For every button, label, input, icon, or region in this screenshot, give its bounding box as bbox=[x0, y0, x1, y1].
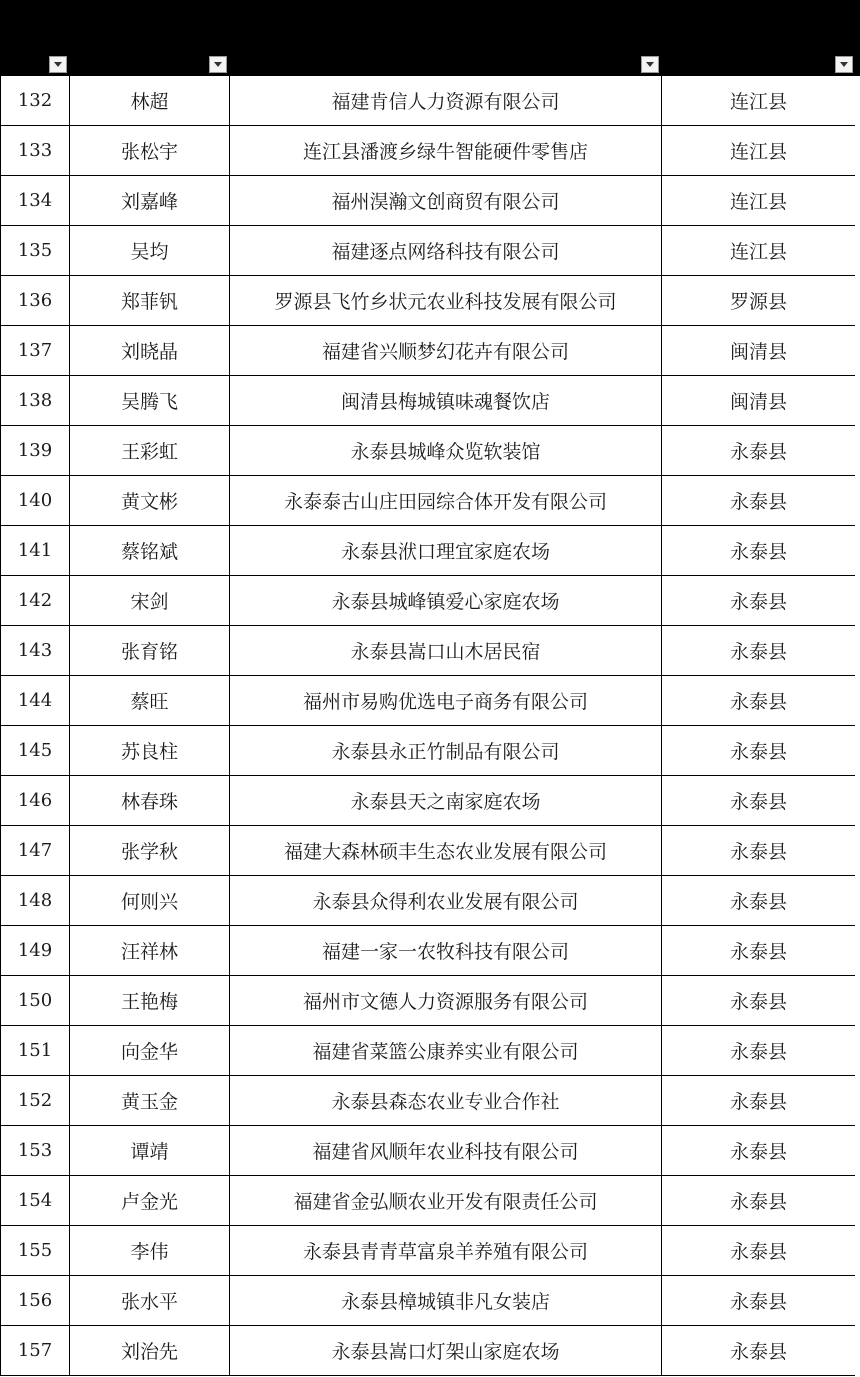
filter-dropdown-icon-company[interactable] bbox=[641, 56, 659, 73]
cell-company[interactable]: 永泰县城峰镇爱心家庭农场 bbox=[230, 576, 662, 626]
table-row bbox=[1, 326, 856, 376]
cell-county[interactable]: 永泰县 bbox=[662, 626, 856, 676]
table-row bbox=[1, 576, 856, 626]
cell-name[interactable]: 李伟 bbox=[70, 1226, 230, 1276]
cell-company[interactable]: 福建肯信人力资源有限公司 bbox=[230, 76, 662, 126]
cell-county[interactable]: 永泰县 bbox=[662, 676, 856, 726]
cell-county[interactable]: 永泰县 bbox=[662, 1276, 856, 1326]
cell-name[interactable]: 张育铭 bbox=[70, 626, 230, 676]
table-row bbox=[1, 1026, 856, 1076]
cell-name[interactable]: 刘晓晶 bbox=[70, 326, 230, 376]
cell-county[interactable]: 永泰县 bbox=[662, 826, 856, 876]
cell-company[interactable]: 福州市易购优选电子商务有限公司 bbox=[230, 676, 662, 726]
cell-county[interactable]: 永泰县 bbox=[662, 1126, 856, 1176]
cell-company[interactable]: 福建省金弘顺农业开发有限责任公司 bbox=[230, 1176, 662, 1226]
cell-county[interactable]: 永泰县 bbox=[662, 876, 856, 926]
table-row bbox=[1, 876, 856, 926]
cell-company[interactable]: 永泰县洑口理宜家庭农场 bbox=[230, 526, 662, 576]
cell-county[interactable]: 永泰县 bbox=[662, 926, 856, 976]
cell-company[interactable]: 福建大森林硕丰生态农业发展有限公司 bbox=[230, 826, 662, 876]
cell-name[interactable]: 卢金光 bbox=[70, 1176, 230, 1226]
cell-company[interactable]: 永泰县天之南家庭农场 bbox=[230, 776, 662, 826]
cell-company[interactable]: 连江县潘渡乡绿牛智能硬件零售店 bbox=[230, 126, 662, 176]
cell-name[interactable]: 张松宇 bbox=[70, 126, 230, 176]
cell-number[interactable]: 150 bbox=[1, 976, 70, 1026]
table-row bbox=[1, 826, 856, 876]
cell-county[interactable]: 罗源县 bbox=[662, 276, 856, 326]
cell-county[interactable]: 闽清县 bbox=[662, 376, 856, 426]
cell-county[interactable]: 闽清县 bbox=[662, 326, 856, 376]
cell-number[interactable]: 151 bbox=[1, 1026, 70, 1076]
cell-name[interactable]: 王艳梅 bbox=[70, 976, 230, 1026]
cell-number[interactable]: 135 bbox=[1, 226, 70, 276]
header-band bbox=[0, 0, 860, 76]
cell-number[interactable]: 153 bbox=[1, 1126, 70, 1176]
cell-name[interactable]: 谭靖 bbox=[70, 1126, 230, 1176]
cell-county[interactable]: 连江县 bbox=[662, 76, 856, 126]
table-row bbox=[1, 1326, 856, 1376]
filter-dropdown-icon-no[interactable] bbox=[49, 56, 67, 73]
cell-company[interactable]: 永泰泰古山庄田园综合体开发有限公司 bbox=[230, 476, 662, 526]
cell-county[interactable]: 永泰县 bbox=[662, 1026, 856, 1076]
cell-county[interactable]: 永泰县 bbox=[662, 1226, 856, 1276]
table-body bbox=[1, 76, 856, 1376]
cell-number[interactable]: 155 bbox=[1, 1226, 70, 1276]
cell-number[interactable]: 147 bbox=[1, 826, 70, 876]
cell-county[interactable]: 永泰县 bbox=[662, 1176, 856, 1226]
cell-company[interactable]: 永泰县永正竹制品有限公司 bbox=[230, 726, 662, 776]
table-row bbox=[1, 976, 856, 1026]
table-row bbox=[1, 276, 856, 326]
cell-company[interactable]: 闽清县梅城镇味魂餐饮店 bbox=[230, 376, 662, 426]
cell-company[interactable]: 永泰县众得利农业发展有限公司 bbox=[230, 876, 662, 926]
cell-number[interactable]: 133 bbox=[1, 126, 70, 176]
cell-name[interactable]: 吴腾飞 bbox=[70, 376, 230, 426]
cell-name[interactable]: 王彩虹 bbox=[70, 426, 230, 476]
table-row bbox=[1, 726, 856, 776]
table-row bbox=[1, 1176, 856, 1226]
table-row bbox=[1, 776, 856, 826]
cell-number[interactable]: 136 bbox=[1, 276, 70, 326]
cell-number[interactable]: 148 bbox=[1, 876, 70, 926]
cell-county[interactable]: 永泰县 bbox=[662, 976, 856, 1026]
table-row bbox=[1, 426, 856, 476]
cell-county[interactable]: 连江县 bbox=[662, 226, 856, 276]
cell-name[interactable]: 向金华 bbox=[70, 1026, 230, 1076]
filter-dropdown-icon-county[interactable] bbox=[835, 56, 853, 73]
table-row bbox=[1, 126, 856, 176]
cell-number[interactable]: 154 bbox=[1, 1176, 70, 1226]
cell-name[interactable]: 林春珠 bbox=[70, 776, 230, 826]
cell-name[interactable]: 郑菲钒 bbox=[70, 276, 230, 326]
table-row bbox=[1, 676, 856, 726]
table-row bbox=[1, 926, 856, 976]
data-table bbox=[0, 76, 856, 1376]
table-row bbox=[1, 76, 856, 126]
table-row bbox=[1, 1276, 856, 1326]
cell-company[interactable]: 永泰县青青草富泉羊养殖有限公司 bbox=[230, 1226, 662, 1276]
cell-company[interactable]: 福建一家一农牧科技有限公司 bbox=[230, 926, 662, 976]
cell-name[interactable]: 黄玉金 bbox=[70, 1076, 230, 1126]
cell-company[interactable]: 永泰县城峰众览软装馆 bbox=[230, 426, 662, 476]
cell-company[interactable]: 罗源县飞竹乡状元农业科技发展有限公司 bbox=[230, 276, 662, 326]
table-row bbox=[1, 1226, 856, 1276]
cell-number[interactable]: 134 bbox=[1, 176, 70, 226]
cell-number[interactable]: 149 bbox=[1, 926, 70, 976]
cell-county[interactable]: 永泰县 bbox=[662, 426, 856, 476]
table-row bbox=[1, 226, 856, 276]
cell-company[interactable]: 福州市文德人力资源服务有限公司 bbox=[230, 976, 662, 1026]
cell-name[interactable]: 林超 bbox=[70, 76, 230, 126]
cell-name[interactable]: 蔡铭斌 bbox=[70, 526, 230, 576]
cell-name[interactable]: 宋剑 bbox=[70, 576, 230, 626]
cell-name[interactable]: 刘嘉峰 bbox=[70, 176, 230, 226]
table-row bbox=[1, 526, 856, 576]
right-edge bbox=[855, 76, 860, 1377]
cell-name[interactable]: 黄文彬 bbox=[70, 476, 230, 526]
cell-company[interactable]: 福建逐点网络科技有限公司 bbox=[230, 226, 662, 276]
cell-company[interactable]: 福建省风顺年农业科技有限公司 bbox=[230, 1126, 662, 1176]
filter-dropdown-icon-name[interactable] bbox=[209, 56, 227, 73]
cell-county[interactable]: 永泰县 bbox=[662, 776, 856, 826]
cell-name[interactable]: 蔡旺 bbox=[70, 676, 230, 726]
cell-name[interactable]: 刘治先 bbox=[70, 1326, 230, 1376]
cell-number[interactable]: 140 bbox=[1, 476, 70, 526]
cell-county[interactable]: 连江县 bbox=[662, 126, 856, 176]
cell-number[interactable]: 139 bbox=[1, 426, 70, 476]
table-row bbox=[1, 176, 856, 226]
cell-name[interactable]: 苏良柱 bbox=[70, 726, 230, 776]
cell-number[interactable]: 146 bbox=[1, 776, 70, 826]
cell-number[interactable]: 132 bbox=[1, 76, 70, 126]
cell-number[interactable]: 143 bbox=[1, 626, 70, 676]
cell-number[interactable]: 152 bbox=[1, 1076, 70, 1126]
cell-number[interactable]: 144 bbox=[1, 676, 70, 726]
cell-county[interactable]: 永泰县 bbox=[662, 526, 856, 576]
cell-company[interactable]: 永泰县森态农业专业合作社 bbox=[230, 1076, 662, 1126]
cell-company[interactable]: 永泰县嵩口灯架山家庭农场 bbox=[230, 1326, 662, 1376]
cell-number[interactable]: 145 bbox=[1, 726, 70, 776]
cell-company[interactable]: 福建省菜篮公康养实业有限公司 bbox=[230, 1026, 662, 1076]
cell-county[interactable]: 永泰县 bbox=[662, 1326, 856, 1376]
cell-company[interactable]: 永泰县嵩口山木居民宿 bbox=[230, 626, 662, 676]
cell-company[interactable]: 福州淏瀚文创商贸有限公司 bbox=[230, 176, 662, 226]
table-row bbox=[1, 626, 856, 676]
cell-number[interactable]: 141 bbox=[1, 526, 70, 576]
cell-name[interactable]: 张学秋 bbox=[70, 826, 230, 876]
table-row bbox=[1, 376, 856, 426]
cell-name[interactable]: 吴均 bbox=[70, 226, 230, 276]
cell-number[interactable]: 138 bbox=[1, 376, 70, 426]
cell-number[interactable]: 156 bbox=[1, 1276, 70, 1326]
cell-county[interactable]: 永泰县 bbox=[662, 476, 856, 526]
cell-name[interactable]: 何则兴 bbox=[70, 876, 230, 926]
cell-number[interactable]: 157 bbox=[1, 1326, 70, 1376]
cell-county[interactable]: 永泰县 bbox=[662, 1076, 856, 1126]
cell-number[interactable]: 137 bbox=[1, 326, 70, 376]
cell-county[interactable]: 连江县 bbox=[662, 176, 856, 226]
cell-company[interactable]: 永泰县樟城镇非凡女装店 bbox=[230, 1276, 662, 1326]
cell-company[interactable]: 福建省兴顺梦幻花卉有限公司 bbox=[230, 326, 662, 376]
table-row bbox=[1, 1126, 856, 1176]
cell-name[interactable]: 张水平 bbox=[70, 1276, 230, 1326]
table-row bbox=[1, 476, 856, 526]
cell-county[interactable]: 永泰县 bbox=[662, 576, 856, 626]
cell-name[interactable]: 汪祥林 bbox=[70, 926, 230, 976]
table-row bbox=[1, 1076, 856, 1126]
cell-number[interactable]: 142 bbox=[1, 576, 70, 626]
cell-county[interactable]: 永泰县 bbox=[662, 726, 856, 776]
